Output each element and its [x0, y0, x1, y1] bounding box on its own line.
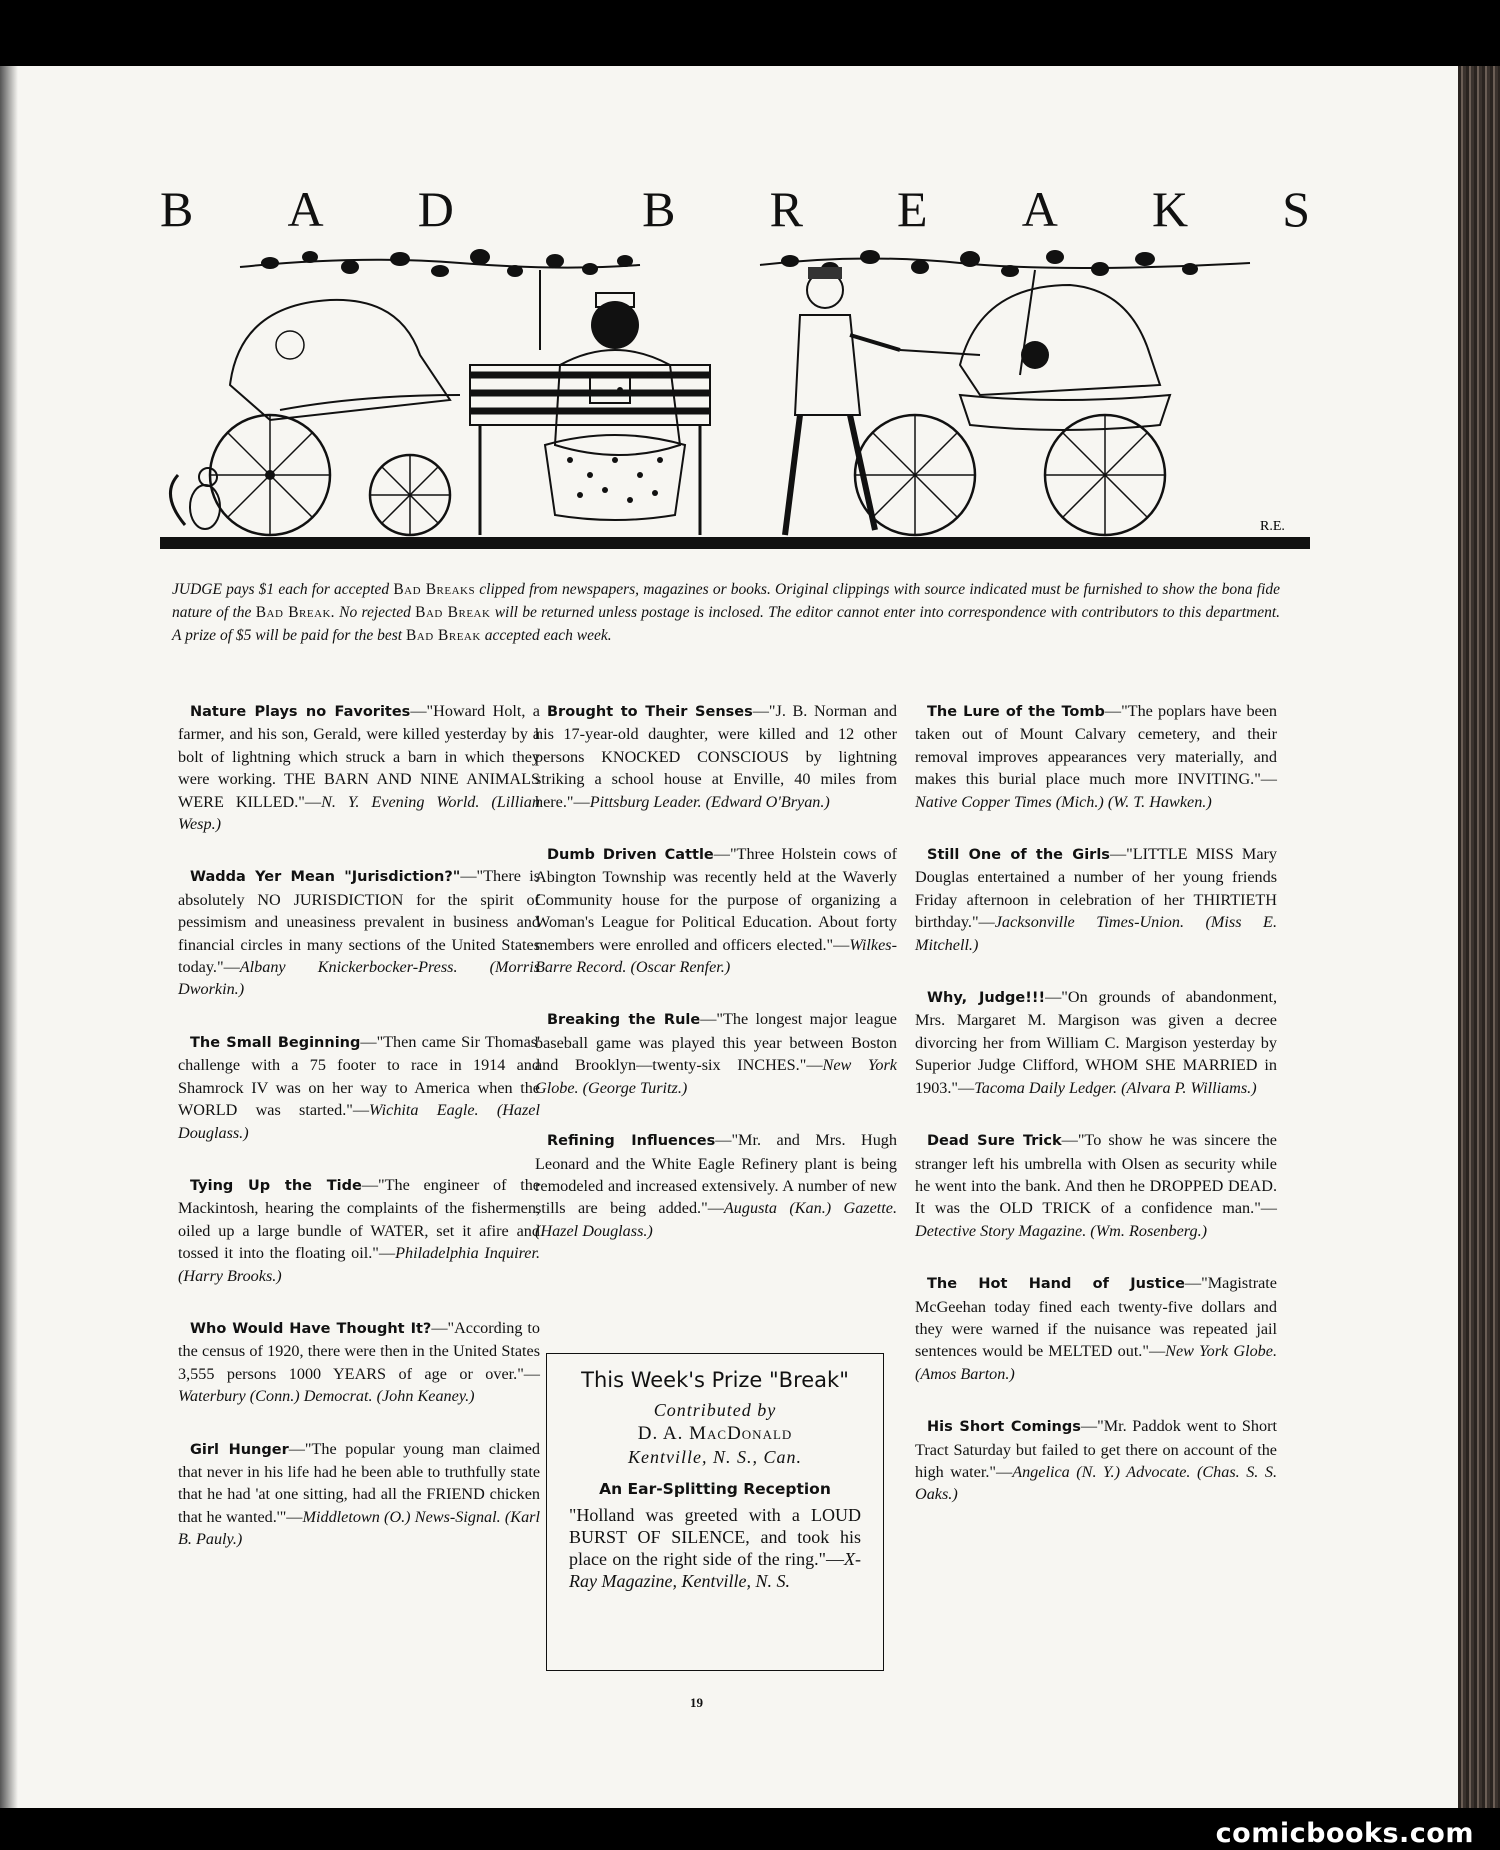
- prize-contributor-place: Kentville, N. S., Can.: [628, 1447, 802, 1467]
- title-letter: B: [642, 181, 676, 237]
- bad-break-item: Wadda Yer Mean "Jurisdiction?"—"There is absolutely NO JURISDICTION for the spirit of pessimism and uneasiness prevalent in business and financial circles in many sections of the United States today."—Albany Knickerbocker-Press. (Morris Dworkin.): [178, 867, 540, 999]
- title-letter: R: [769, 181, 803, 237]
- artist-signature: R.E.: [1260, 519, 1285, 534]
- column-middle: [535, 700, 897, 1272]
- bad-break-item: Breaking the Rule—"The longest major league baseball game was played this year between Boston and Brooklyn—twenty-six INCHES."—New York Globe. (George Turitz.): [535, 1010, 897, 1097]
- contribution-notice: JUDGE pays $1 each for accepted Bad Breaks clipped from newspapers, magazines or books. Original clippings with source indicated must be furnished to show the bona fide nature of the Bad Break. No rejected Bad Break will be returned unless postage is inclosed. The editor cannot enter into correspondence with contributors to this department. A prize of $5 will be paid for the best Bad Break accepted each week.: [172, 581, 1281, 644]
- title-letter: B: [160, 181, 194, 237]
- bad-break-item: His Short Comings—"Mr. Paddok went to Short Tract Saturday but failed to get there on account of the high water."—Angelica (N. Y.) Advocate. (Chas. S. S. Oaks.): [915, 1417, 1277, 1504]
- header-illustration: [160, 245, 1310, 565]
- bad-break-item: The Hot Hand of Justice—"Magistrate McGeehan today fined each twenty-five dollars and they were warned if the nuisance was repeated jail sentences would be MELTED out."—New York Globe. (Amos Barton.): [915, 1274, 1277, 1383]
- bad-break-item: Who Would Have Thought It?—"According to the census of 1920, there were then in the United States 3,555 persons 1000 YEARS of age or over."—Waterbury (Conn.) Democrat. (John Keaney.): [178, 1318, 540, 1406]
- title-letter: S: [1282, 181, 1310, 237]
- title-letter: A: [287, 181, 324, 237]
- bad-break-item: Refining Influences—"Mr. and Mrs. Hugh Leonard and the White Eagle Refinery plant is being remodeled and increased extensively. A number of new stills are being added."—Augusta (Kan.) Gazette. (Hazel Douglass.): [535, 1131, 897, 1240]
- title-letter: K: [1151, 181, 1189, 237]
- page-gutter-shadow: [0, 66, 18, 1808]
- prize-subtitle: An Ear-Splitting Reception: [599, 1480, 831, 1498]
- bad-break-item: The Lure of the Tomb—"The poplars have been taken out of Mount Calvary cemetery, and their removal improves appearances very materially, and makes this burial place much more INVITING."—Native Copper Times (Mich.) (W. T. Hawken.): [915, 702, 1278, 811]
- bad-break-item: The Small Beginning—"Then came Sir Thomas' challenge with a 75 footer to race in 1914 and Shamrock IV was on her way to America when the WORLD was started."—Wichita Eagle. (Hazel Douglass.): [178, 1032, 540, 1142]
- bad-break-item: Girl Hunger—"The popular young man claimed that never in his life had he been able to truthfully state that he had 'at one sitting, had all the FRIEND chicken that he wanted.'"—Middletown (O.) News-Signal. (Karl B. Pauly.): [178, 1439, 541, 1549]
- page-number: 19: [690, 1695, 703, 1710]
- title-letter: E: [897, 181, 928, 237]
- column-right: [915, 700, 1277, 1536]
- bad-break-item: Tying Up the Tide—"The engineer of the Mackintosh, hearing the complaints of the fishermen, oiled up a large bundle of WATER, set it afire and tossed it into the floating oil."—Philadelphia Inquirer. (Harry Brooks.): [178, 1175, 540, 1285]
- page-title: [160, 180, 1310, 240]
- column-left: [178, 700, 540, 1581]
- bad-break-item: Brought to Their Senses—"J. B. Norman and his 17-year-old daughter, were killed and 12 other persons KNOCKED CONSCIOUS by lightning striking a school house at Enville, 40 miles from here."—Pittsburg Leader. (Edward O'Bryan.): [535, 702, 897, 811]
- title-letter: D: [417, 181, 454, 237]
- bad-break-item: Dumb Driven Cattle—"Three Holstein cows of Abington Township was recently held at the Waverly Community house for the purpose of organizing a Woman's League for Political Education. About forty members were enrolled and officers elected."—Wilkes-Barre Record. (Oscar Renfer.): [535, 845, 897, 977]
- bad-break-item: Why, Judge!!!—"On grounds of abandonment, Mrs. Margaret M. Margison was given a decree divorcing her from William C. Margison yesterday by Superior Judge Clifford, WHOM SHE MARRIED in 1903."—Tacoma Daily Ledger. (Alvara P. Williams.): [915, 988, 1277, 1097]
- bad-break-item: Dead Sure Trick—"To show he was sincere the stranger left his umbrella with Olsen as security while he went into the bank. And then he DROPPED DEAD. It was the OLD TRICK of a confidence man."—Detective Story Magazine. (Wm. Rosenberg.): [915, 1131, 1277, 1240]
- prize-contributed-by: Contributed by: [653, 1400, 777, 1420]
- prize-title: This Week's Prize "Break": [581, 1368, 849, 1392]
- prize-contributor-name: D. A. MacDonald: [637, 1423, 793, 1444]
- bad-break-item: Still One of the Girls—"LITTLE MISS Mary Douglas entertained a number of her young friends Friday afternoon in celebration of her THIRTIETH birthday."—Jacksonville Times-Union. (Miss E. Mitchell.): [915, 845, 1277, 954]
- title-letter: A: [1021, 181, 1058, 237]
- page-stack-edges: [1458, 66, 1500, 1808]
- bad-break-item: Nature Plays no Favorites—"Howard Holt, a farmer, and his son, Gerald, were killed yesterday by a bolt of lightning which struck a barn in which they were working. THE BARN AND NINE ANIMALS WERE KILLED."—N. Y. Evening World. (Lillian Wesp.): [178, 702, 540, 834]
- prize-body: "Holland was greeted with a LOUD BURST OF SILENCE, and took his place on the right side of the ring."—X-Ray Magazine, Kentville, N. S.: [569, 1505, 861, 1591]
- site-watermark: comicbooks.com: [1215, 1818, 1474, 1849]
- prize-break-box: [546, 1353, 884, 1671]
